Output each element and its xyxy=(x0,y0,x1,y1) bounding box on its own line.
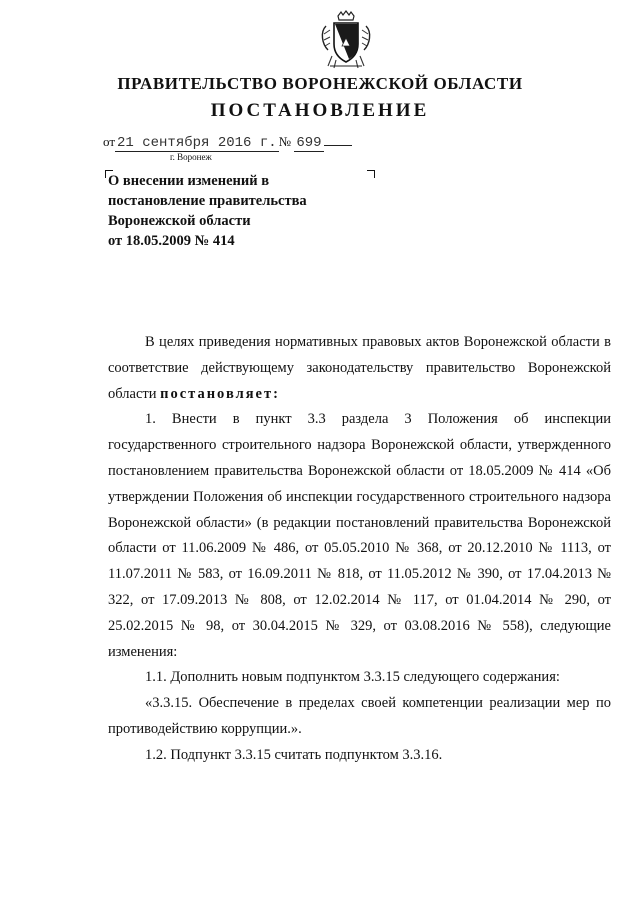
subject-bracket-right xyxy=(367,170,375,178)
organization-title: ПРАВИТЕЛЬСТВО ВОРОНЕЖСКОЙ ОБЛАСТИ xyxy=(117,74,523,93)
subject-line: Воронежской области xyxy=(108,213,251,229)
document-subject xyxy=(108,171,307,251)
item-1-1-paragraph: 1.1. Дополнить новым подпунктом 3.3.15 следующего содержания: xyxy=(145,669,560,686)
document-date: 21 сентября 2016 г. xyxy=(117,135,277,151)
decree-word: постановляет: xyxy=(160,385,280,402)
item-1-2-paragraph: 1.2. Подпункт 3.3.15 считать подпунктом 3.3.16. xyxy=(145,746,443,763)
number-underline xyxy=(324,145,352,146)
date-prefix: от xyxy=(103,134,116,149)
document-number: 699 xyxy=(296,135,322,151)
number-label: № xyxy=(278,134,292,149)
city-label: г. Воронеж xyxy=(170,152,212,162)
coat-of-arms-emblem xyxy=(318,10,374,72)
date-line xyxy=(103,134,352,151)
item-1-paragraph: 1. Внести в пункт 3.3 раздела 3 Положения об инспекции государственного строительного надзора Воронежской области, утвержденного постановлением правительства Воронежской области от 18.05.2009 № 414 «Об утверждении Положения об инспекции государственного строительного надзора Воронежской области» (в редакции постановлений правительства Воронежской области от 11.06.2009 № 486, от 05.05.2010 № 368, от 20.12.2010 № 1113, от 11.07.2011 № 583, от 16.09.2011 № 818, от 11.05.2012 № 390, от 17.04.2013 № 322, от 17.09.2013 № 808, от 12.02.2014 № 117, от 01.04.2014 № 290, от 25.02.2015 № 98, от 30.04.2015 № 329, от 03.08.2016 № 558), следующие изменения: xyxy=(108,411,611,660)
document-body xyxy=(108,330,611,769)
preamble-paragraph xyxy=(108,330,611,407)
subject-line: от 18.05.2009 № 414 xyxy=(108,233,235,249)
subject-line: постановление правительства xyxy=(108,193,307,209)
document-type-title: ПОСТАНОВЛЕНИЕ xyxy=(210,100,430,121)
quoted-subpoint-paragraph: «3.3.15. Обеспечение в пределах своей компетенции реализации мер по противодействию коррупции.». xyxy=(108,695,611,737)
preamble-text: В целях приведения нормативных правовых актов Воронежской области в соответствие действующему законодательству правительство Воронежской области xyxy=(108,334,611,402)
subject-line: О внесении изменений в xyxy=(108,173,270,189)
